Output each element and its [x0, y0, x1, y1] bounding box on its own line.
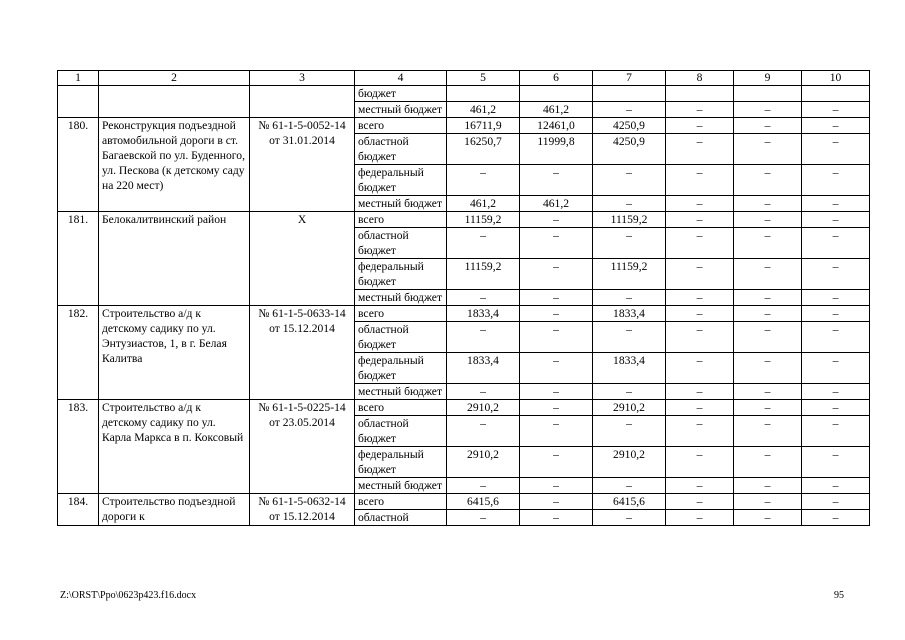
value-cell: – — [520, 400, 593, 416]
value-cell: – — [666, 290, 734, 306]
value-cell: – — [734, 165, 802, 196]
value-cell: – — [520, 510, 593, 526]
value-cell — [593, 86, 666, 102]
value-cell: – — [666, 353, 734, 384]
column-number-cell: 8 — [666, 71, 734, 86]
value-cell: – — [447, 478, 520, 494]
value-cell: – — [802, 290, 870, 306]
funding-source-cell: федеральный бюджет — [355, 165, 447, 196]
value-cell: – — [734, 306, 802, 322]
funding-source-cell: всего — [355, 118, 447, 134]
value-cell: – — [520, 384, 593, 400]
table-row — [58, 86, 870, 102]
value-cell: 11999,8 — [520, 134, 593, 165]
value-cell: 11159,2 — [447, 259, 520, 290]
row-number-cell: 183. — [58, 400, 99, 494]
funding-source-cell: местный бюджет — [355, 478, 447, 494]
value-cell: 2910,2 — [447, 447, 520, 478]
table-row — [58, 306, 870, 322]
value-cell: – — [520, 259, 593, 290]
table-row — [58, 494, 870, 510]
value-cell: – — [734, 290, 802, 306]
funding-source-cell: местный бюджет — [355, 290, 447, 306]
value-cell: – — [593, 196, 666, 212]
column-number-cell: 3 — [250, 71, 355, 86]
value-cell — [520, 86, 593, 102]
value-cell: – — [666, 510, 734, 526]
value-cell: – — [734, 353, 802, 384]
value-cell: 11159,2 — [593, 259, 666, 290]
value-cell: 2910,2 — [593, 400, 666, 416]
value-cell — [802, 86, 870, 102]
value-cell: – — [593, 478, 666, 494]
funding-source-cell: областной — [355, 510, 447, 526]
funding-source-cell: областной бюджет — [355, 416, 447, 447]
value-cell: – — [666, 228, 734, 259]
value-cell: 2910,2 — [447, 400, 520, 416]
value-cell: – — [520, 447, 593, 478]
value-cell: – — [666, 212, 734, 228]
value-cell: – — [520, 165, 593, 196]
value-cell: – — [666, 478, 734, 494]
value-cell: 1833,4 — [447, 306, 520, 322]
value-cell: – — [447, 165, 520, 196]
value-cell: – — [802, 196, 870, 212]
column-number-cell: 1 — [58, 71, 99, 86]
document-cell: № 61-1-5-0225-14 от 23.05.2014 — [250, 400, 355, 494]
value-cell: 461,2 — [447, 102, 520, 118]
value-cell: – — [734, 102, 802, 118]
value-cell: – — [734, 322, 802, 353]
funding-source-cell: областной бюджет — [355, 134, 447, 165]
value-cell: 6415,6 — [447, 494, 520, 510]
budget-table — [57, 70, 870, 526]
object-name-cell: Строительство подъездной дороги к — [99, 494, 250, 526]
funding-source-cell: федеральный бюджет — [355, 353, 447, 384]
page-number: 95 — [834, 590, 844, 601]
value-cell: – — [802, 165, 870, 196]
value-cell: – — [447, 510, 520, 526]
value-cell: – — [802, 400, 870, 416]
value-cell: – — [666, 134, 734, 165]
column-number-cell: 2 — [99, 71, 250, 86]
funding-source-cell: всего — [355, 494, 447, 510]
value-cell: – — [520, 353, 593, 384]
object-name-cell: Белокалитвинский район — [99, 212, 250, 306]
object-name-cell: Реконструкция подъездной автомобильной дороги в ст. Багаевской по ул. Буденного, ул. Пескова (к детскому саду на 220 мест) — [99, 118, 250, 212]
value-cell: 1833,4 — [447, 353, 520, 384]
value-cell: 16711,9 — [447, 118, 520, 134]
value-cell: 2910,2 — [593, 447, 666, 478]
value-cell: – — [734, 259, 802, 290]
value-cell: 1833,4 — [593, 353, 666, 384]
document-cell: № 61-1-5-0052-14 от 31.01.2014 — [250, 118, 355, 212]
value-cell: – — [734, 212, 802, 228]
value-cell: – — [666, 118, 734, 134]
value-cell: – — [593, 384, 666, 400]
value-cell: – — [802, 447, 870, 478]
value-cell: – — [593, 228, 666, 259]
row-number-cell: 184. — [58, 494, 99, 526]
value-cell: – — [802, 322, 870, 353]
value-cell: – — [520, 478, 593, 494]
funding-source-cell: всего — [355, 306, 447, 322]
value-cell: – — [734, 447, 802, 478]
value-cell: – — [520, 322, 593, 353]
document-cell: Х — [250, 212, 355, 306]
value-cell — [447, 86, 520, 102]
value-cell: – — [734, 494, 802, 510]
value-cell: – — [666, 102, 734, 118]
column-number-cell: 4 — [355, 71, 447, 86]
funding-source-cell: местный бюджет — [355, 196, 447, 212]
value-cell: 461,2 — [520, 102, 593, 118]
value-cell: – — [520, 212, 593, 228]
value-cell: – — [666, 196, 734, 212]
value-cell: – — [593, 102, 666, 118]
column-number-cell: 7 — [593, 71, 666, 86]
column-number-row — [58, 71, 870, 86]
funding-source-cell: местный бюджет — [355, 102, 447, 118]
value-cell: – — [802, 306, 870, 322]
object-name-cell: Строительство а/д к детскому садику по ул. Энтузиастов, 1, в г. Белая Калитва — [99, 306, 250, 400]
table-row — [58, 400, 870, 416]
value-cell: – — [593, 416, 666, 447]
value-cell: 11159,2 — [447, 212, 520, 228]
value-cell: – — [593, 290, 666, 306]
value-cell: 461,2 — [520, 196, 593, 212]
value-cell: – — [802, 510, 870, 526]
value-cell: – — [666, 165, 734, 196]
object-name-cell — [99, 86, 250, 118]
value-cell: – — [447, 290, 520, 306]
funding-source-cell: всего — [355, 212, 447, 228]
value-cell: – — [593, 510, 666, 526]
value-cell: 12461,0 — [520, 118, 593, 134]
document-cell — [250, 86, 355, 118]
value-cell: – — [666, 259, 734, 290]
value-cell: – — [802, 212, 870, 228]
value-cell: – — [734, 196, 802, 212]
value-cell — [734, 86, 802, 102]
value-cell: 6415,6 — [593, 494, 666, 510]
value-cell: – — [734, 478, 802, 494]
value-cell: – — [802, 478, 870, 494]
value-cell: – — [447, 322, 520, 353]
value-cell: – — [802, 134, 870, 165]
value-cell: – — [802, 494, 870, 510]
row-number-cell — [58, 86, 99, 118]
column-number-cell: 6 — [520, 71, 593, 86]
value-cell: – — [520, 228, 593, 259]
value-cell: – — [666, 322, 734, 353]
funding-source-cell: местный бюджет — [355, 384, 447, 400]
value-cell: – — [447, 416, 520, 447]
value-cell: – — [734, 134, 802, 165]
column-number-cell: 10 — [802, 71, 870, 86]
funding-source-cell: всего — [355, 400, 447, 416]
value-cell: – — [734, 228, 802, 259]
value-cell: – — [734, 384, 802, 400]
value-cell: – — [666, 306, 734, 322]
value-cell: – — [593, 322, 666, 353]
object-name-cell: Строительство а/д к детскому садику по ул. Карла Маркса в п. Коксовый — [99, 400, 250, 494]
value-cell: 11159,2 — [593, 212, 666, 228]
value-cell: – — [520, 416, 593, 447]
value-cell: – — [666, 494, 734, 510]
value-cell: 461,2 — [447, 196, 520, 212]
footer-file-path: Z:\ORST\Ppo\0623p423.f16.docx — [60, 590, 197, 601]
value-cell: – — [734, 400, 802, 416]
value-cell: – — [734, 118, 802, 134]
value-cell: – — [734, 416, 802, 447]
value-cell: 4250,9 — [593, 134, 666, 165]
value-cell: 4250,9 — [593, 118, 666, 134]
funding-source-cell: федеральный бюджет — [355, 447, 447, 478]
value-cell: 1833,4 — [593, 306, 666, 322]
value-cell: – — [734, 510, 802, 526]
funding-source-cell: бюджет — [355, 86, 447, 102]
funding-source-cell: областной бюджет — [355, 228, 447, 259]
value-cell: – — [593, 165, 666, 196]
value-cell — [666, 86, 734, 102]
value-cell: – — [666, 447, 734, 478]
value-cell: – — [520, 494, 593, 510]
value-cell: – — [666, 400, 734, 416]
value-cell: – — [520, 290, 593, 306]
row-number-cell: 182. — [58, 306, 99, 400]
value-cell: – — [802, 384, 870, 400]
column-number-cell: 5 — [447, 71, 520, 86]
funding-source-cell: федеральный бюджет — [355, 259, 447, 290]
funding-source-cell: областной бюджет — [355, 322, 447, 353]
value-cell: – — [447, 228, 520, 259]
value-cell: – — [447, 384, 520, 400]
row-number-cell: 180. — [58, 118, 99, 212]
value-cell: – — [520, 306, 593, 322]
value-cell: – — [802, 118, 870, 134]
value-cell: – — [666, 416, 734, 447]
value-cell: – — [802, 416, 870, 447]
value-cell: – — [666, 384, 734, 400]
value-cell: – — [802, 228, 870, 259]
table-row — [58, 118, 870, 134]
row-number-cell: 181. — [58, 212, 99, 306]
column-number-cell: 9 — [734, 71, 802, 86]
value-cell: 16250,7 — [447, 134, 520, 165]
document-cell: № 61-1-5-0632-14 от 15.12.2014 — [250, 494, 355, 526]
value-cell: – — [802, 102, 870, 118]
value-cell: – — [802, 353, 870, 384]
value-cell: – — [802, 259, 870, 290]
document-cell: № 61-1-5-0633-14 от 15.12.2014 — [250, 306, 355, 400]
table-row — [58, 212, 870, 228]
